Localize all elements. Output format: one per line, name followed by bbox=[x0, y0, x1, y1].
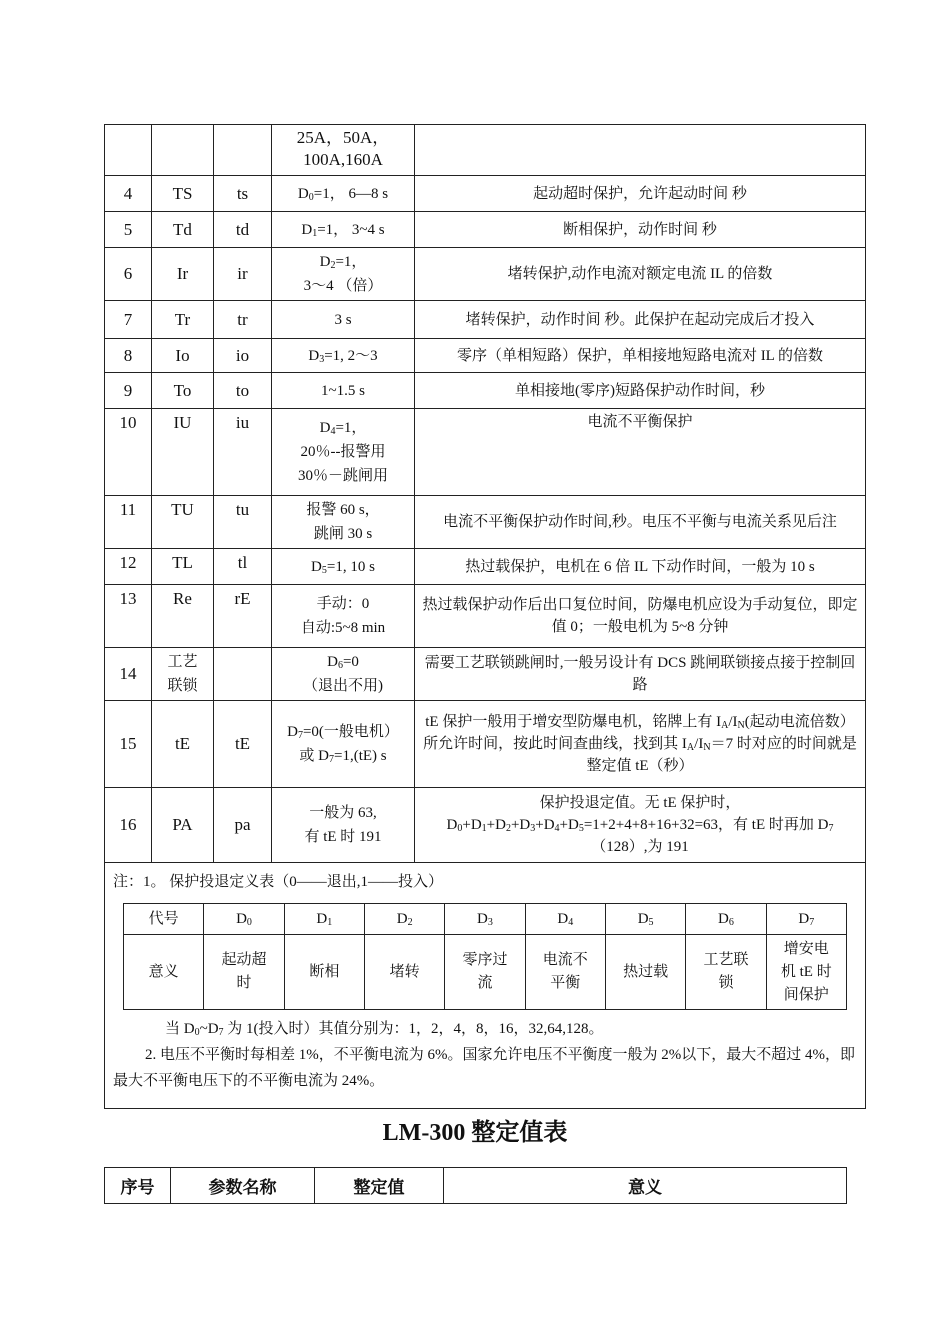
bit-meaning: 增安电 机 tE 时 间保护 bbox=[766, 935, 846, 1010]
meaning: 电流不平衡保护动作时间,秒。电压不平衡与电流关系见后注 bbox=[415, 496, 866, 549]
bit-code: $D_2$ bbox=[364, 904, 444, 935]
setting-value: $D_0=1$， 6—8 s bbox=[272, 176, 415, 212]
param-code: TS bbox=[152, 176, 214, 212]
param-code: PA bbox=[152, 788, 214, 863]
table-row bbox=[105, 549, 866, 585]
bit-code: $D_7$ bbox=[766, 904, 846, 935]
header-cell: 参数名称 bbox=[171, 1168, 315, 1204]
bit-meaning: 断相 bbox=[284, 935, 364, 1010]
setting-value: 3 s bbox=[272, 301, 415, 339]
header-cell: 序号 bbox=[105, 1168, 171, 1204]
param-code: TL bbox=[152, 549, 214, 585]
row-number: 12 bbox=[105, 549, 152, 585]
param-code: 工艺 联锁 bbox=[152, 648, 214, 701]
param-code: Td bbox=[152, 212, 214, 248]
setting-value: $D_5=1$, 10 s bbox=[272, 549, 415, 585]
bit-meaning: 热过载 bbox=[605, 935, 685, 1010]
display-code: tE bbox=[214, 701, 272, 788]
meaning: tE 保护一般用于增安型防爆电机，铭牌上有 $I_A/I_N$(起动电流倍数）所允许时间，按此时间查曲线，找到其 $I_A/I_N=7$ 时对应的时间就是整定值 tE（秒） bbox=[415, 701, 866, 788]
bit-code: $D_1$ bbox=[284, 904, 364, 935]
meaning: 断相保护，动作时间 秒 bbox=[415, 212, 866, 248]
meaning: 热过载保护动作后出口复位时间，防爆电机应设为手动复位，即定值 0；一般电机为 5~8 分钟 bbox=[415, 585, 866, 648]
setting-value: $D_4=1$， 20％--报警用 30％－跳闸用 bbox=[272, 409, 415, 496]
note-cell bbox=[105, 863, 866, 1109]
row-number: 16 bbox=[105, 788, 152, 863]
bit-meaning: 电流不 平衡 bbox=[525, 935, 605, 1010]
display-code: to bbox=[214, 373, 272, 409]
row-number: 14 bbox=[105, 648, 152, 701]
bit-code: 代号 bbox=[124, 904, 204, 935]
meaning: 起动超时保护，允许起动时间 秒 bbox=[415, 176, 866, 212]
setting-line: 25A，50A， bbox=[296, 128, 390, 147]
note-title: 注：1。 保护投退定义表（0——退出,1——投入） bbox=[113, 874, 444, 890]
meaning: 保护投退定值。无 tE 保护时，$D_0+D_1+D_2+D_3+D_4+D_5=1+2+4+8+16+32=63$，有 tE 时再加 $D_7(128)$,为 191 bbox=[415, 788, 866, 863]
table-row bbox=[105, 373, 866, 409]
row-number: 15 bbox=[105, 701, 152, 788]
table-row bbox=[105, 701, 866, 788]
bit-header-row bbox=[124, 904, 847, 935]
row-number: 10 bbox=[105, 409, 152, 496]
setting-value: $D_6=0$ （退出不用) bbox=[272, 648, 415, 701]
setting-value: 1~1.5 s bbox=[272, 373, 415, 409]
param-code: tE bbox=[152, 701, 214, 788]
row-number: 13 bbox=[105, 585, 152, 648]
display-code bbox=[214, 648, 272, 701]
bit-code: $D_3$ bbox=[445, 904, 525, 935]
display-code: io bbox=[214, 339, 272, 373]
meaning: 热过载保护，电机在 6 倍 IL 下动作时间，一般为 10 s bbox=[415, 549, 866, 585]
setting-value: $D_1=1$， 3~4 s bbox=[272, 212, 415, 248]
bit-meaning: 起动超 时 bbox=[204, 935, 284, 1010]
meaning: 零序（单相短路）保护，单相接地短路电流对 IL 的倍数 bbox=[415, 339, 866, 373]
row-number: 5 bbox=[105, 212, 152, 248]
header-cell: 意义 bbox=[444, 1168, 847, 1204]
row-number: 7 bbox=[105, 301, 152, 339]
note-line-1: 当 $D_0\sim D_7$ 为 1(投入时）其值分别为：1，2，4，8，16，32,64,128。 bbox=[165, 1021, 604, 1038]
note-line-2: 2. 电压不平衡时每相差 1%，不平衡电流为 6%。国家允许电压不平衡度一般为 2%以下，最大不超过 4%，即最大不平衡电压下的不平衡电流为 24%。 bbox=[113, 1047, 855, 1089]
setting-cell bbox=[272, 125, 415, 176]
display-code: ts bbox=[214, 176, 272, 212]
display-code: iu bbox=[214, 409, 272, 496]
display-code: td bbox=[214, 212, 272, 248]
bit-meaning: 堵转 bbox=[364, 935, 444, 1010]
row-number: 8 bbox=[105, 339, 152, 373]
table-row bbox=[105, 125, 866, 176]
table-row bbox=[105, 301, 866, 339]
setting-value: 手动：0 自动:5~8 min bbox=[272, 585, 415, 648]
setting-value: $D_3=1$, 2～3 bbox=[272, 339, 415, 373]
bit-meaning: 意义 bbox=[124, 935, 204, 1010]
section-title: LM-300 整定值表 bbox=[382, 1120, 568, 1146]
setting-value: 报警 60 s， 跳闸 30 s bbox=[272, 496, 415, 549]
param-code: IU bbox=[152, 409, 214, 496]
table-row bbox=[105, 339, 866, 373]
setting-value: 一般为 63, 有 tE 时 191 bbox=[272, 788, 415, 863]
setting-value: $D_2=1$， 3～4 （倍） bbox=[272, 248, 415, 301]
display-code: tl bbox=[214, 549, 272, 585]
table-row bbox=[105, 788, 866, 863]
display-code: rE bbox=[214, 585, 272, 648]
param-code: To bbox=[152, 373, 214, 409]
protection-table bbox=[104, 124, 866, 1109]
meaning: 需要工艺联锁跳闸时,一般另设计有 DCS 跳闸联锁接点接于控制回路 bbox=[415, 648, 866, 701]
param-code: Tr bbox=[152, 301, 214, 339]
bit-code: $D_0$ bbox=[204, 904, 284, 935]
table-row bbox=[105, 585, 866, 648]
table-row bbox=[105, 496, 866, 549]
table-row bbox=[105, 648, 866, 701]
bit-code: $D_6$ bbox=[686, 904, 766, 935]
header-cell: 整定值 bbox=[315, 1168, 444, 1204]
meaning: 堵转保护,动作电流对额定电流 IL 的倍数 bbox=[415, 248, 866, 301]
row-number: 4 bbox=[105, 176, 152, 212]
bit-meaning: 工艺联 锁 bbox=[686, 935, 766, 1010]
bit-code: $D_4$ bbox=[525, 904, 605, 935]
table-row bbox=[105, 248, 866, 301]
note-row bbox=[105, 863, 866, 1109]
row-number: 11 bbox=[105, 496, 152, 549]
setting-value: $D_7=0$(一般电机） 或 $D_7=1,(tE)$ s bbox=[272, 701, 415, 788]
bit-code: $D_5$ bbox=[605, 904, 685, 935]
bit-meaning-row bbox=[124, 935, 847, 1010]
row-number: 9 bbox=[105, 373, 152, 409]
param-code: Re bbox=[152, 585, 214, 648]
setting-line: 100A,160A bbox=[303, 150, 383, 169]
param-code: Io bbox=[152, 339, 214, 373]
bit-meaning: 零序过 流 bbox=[445, 935, 525, 1010]
display-code: ir bbox=[214, 248, 272, 301]
table-row bbox=[105, 212, 866, 248]
param-code: TU bbox=[152, 496, 214, 549]
table-row bbox=[105, 409, 866, 496]
display-code: tu bbox=[214, 496, 272, 549]
table-row bbox=[105, 176, 866, 212]
lm300-header-table bbox=[104, 1167, 847, 1204]
meaning: 电流不平衡保护 bbox=[415, 409, 866, 496]
param-code: Ir bbox=[152, 248, 214, 301]
display-code: tr bbox=[214, 301, 272, 339]
meaning: 单相接地(零序)短路保护动作时间，秒 bbox=[415, 373, 866, 409]
header-row bbox=[105, 1168, 847, 1204]
meaning: 堵转保护，动作时间 秒。此保护在起动完成后才投入 bbox=[415, 301, 866, 339]
bit-definition-table bbox=[123, 903, 847, 1010]
display-code: pa bbox=[214, 788, 272, 863]
row-number: 6 bbox=[105, 248, 152, 301]
